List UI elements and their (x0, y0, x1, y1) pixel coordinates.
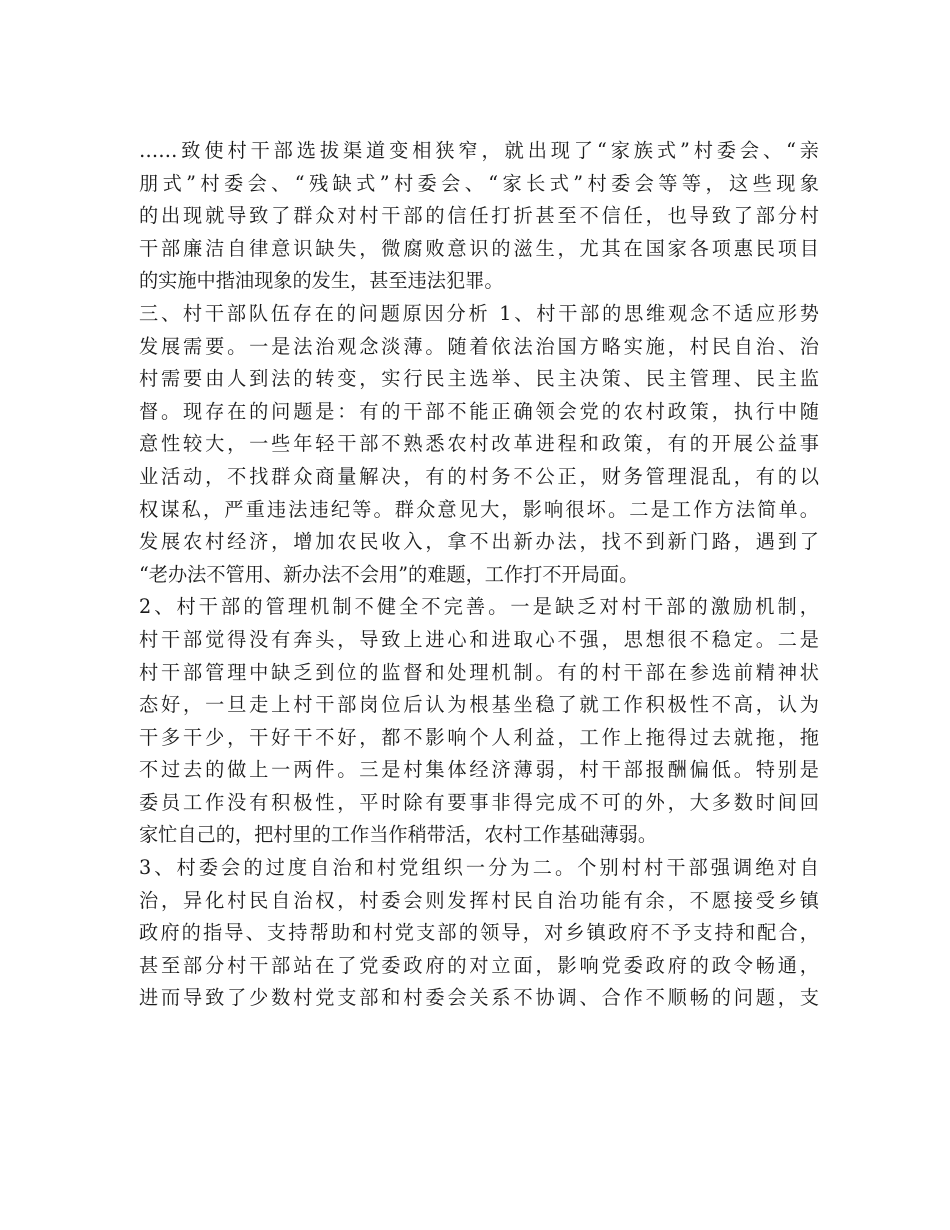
text-line: 村干部管理中缺乏到位的监督和处理机制。有的村干部在参选前精神状 (139, 660, 819, 684)
text-line: 的出现就导致了群众对村干部的信任打折甚至不信任，也导致了部分村 (139, 204, 819, 228)
text-line: 发展需要。一是法治观念淡薄。随着依法治国方略实施，村民自治、治 (139, 334, 819, 358)
text-line: 不过去的做上一两件。三是村集体经济薄弱，村干部报酬偏低。特别是 (139, 758, 819, 782)
text-line: “老办法不管用、新办法不会用”的难题，工作打不开局面。 (139, 562, 639, 586)
text-line: 2、村干部的管理机制不健全不完善。一是缺乏对村干部的激励机制， (139, 595, 819, 619)
text-line: 家忙自己的，把村里的工作当作稍带活，农村工作基础薄弱。 (139, 823, 658, 847)
text-line: 干部廉洁自律意识缺失，微腐败意识的滋生，尤其在国家各项惠民项目 (139, 236, 819, 260)
text-line: 政府的指导、支持帮助和村党支部的领导，对乡镇政府不予支持和配合， (139, 921, 819, 945)
text-line: 意性较大，一些年轻干部不熟悉农村改革进程和政策，有的开展公益事 (139, 432, 819, 456)
text-line: 业活动，不找群众商量解决，有的村务不公正，财务管理混乱，有的以 (139, 464, 819, 488)
text-line: 态好，一旦走上村干部岗位后认为根基坐稳了就工作积极性不高，认为 (139, 693, 819, 717)
text-line: 权谋私，严重违法违纪等。群众意见大，影响很坏。二是工作方法简单。 (139, 497, 819, 521)
text-line: 进而导致了少数村党支部和村委会关系不协调、合作不顺畅的问题，支 (139, 986, 819, 1010)
text-line: 发展农村经济，增加农民收入，拿不出新办法，找不到新门路，遇到了 (139, 530, 819, 554)
text-line: 朋式”村委会、“残缺式”村委会、“家长式”村委会等等，这些现象 (139, 171, 819, 195)
document-body (139, 135, 819, 1015)
text-line: 甚至部分村干部站在了党委政府的对立面，影响党委政府的政令畅通， (139, 953, 819, 977)
text-line: 的实施中揩油现象的发生，甚至违法犯罪。 (139, 269, 504, 293)
text-line: 村需要由人到法的转变，实行民主选举、民主决策、民主管理、民主监 (139, 367, 819, 391)
text-line: 三、村干部队伍存在的问题原因分析 1、村干部的思维观念不适应形势 (139, 301, 819, 325)
text-line: 督。现存在的问题是：有的干部不能正确领会党的农村政策，执行中随 (139, 399, 819, 423)
text-line: 3、村委会的过度自治和村党组织一分为二。个别村村干部强调绝对自 (139, 856, 819, 880)
text-line: 治，异化村民自治权，村委会则发挥村民自治功能有余，不愿接受乡镇 (139, 888, 819, 912)
text-line: ……致使村干部选拔渠道变相狭窄，就出现了“家族式”村委会、“亲 (139, 139, 819, 162)
text-line: 委员工作没有积极性，平时除有要事非得完成不可的外，大多数时间回 (139, 790, 819, 814)
text-line: 干多干少，干好干不好，都不影响个人利益，工作上拖得过去就拖，拖 (139, 725, 819, 749)
text-line: 村干部觉得没有奔头，导致上进心和进取心不强，思想很不稳定。二是 (139, 627, 819, 651)
